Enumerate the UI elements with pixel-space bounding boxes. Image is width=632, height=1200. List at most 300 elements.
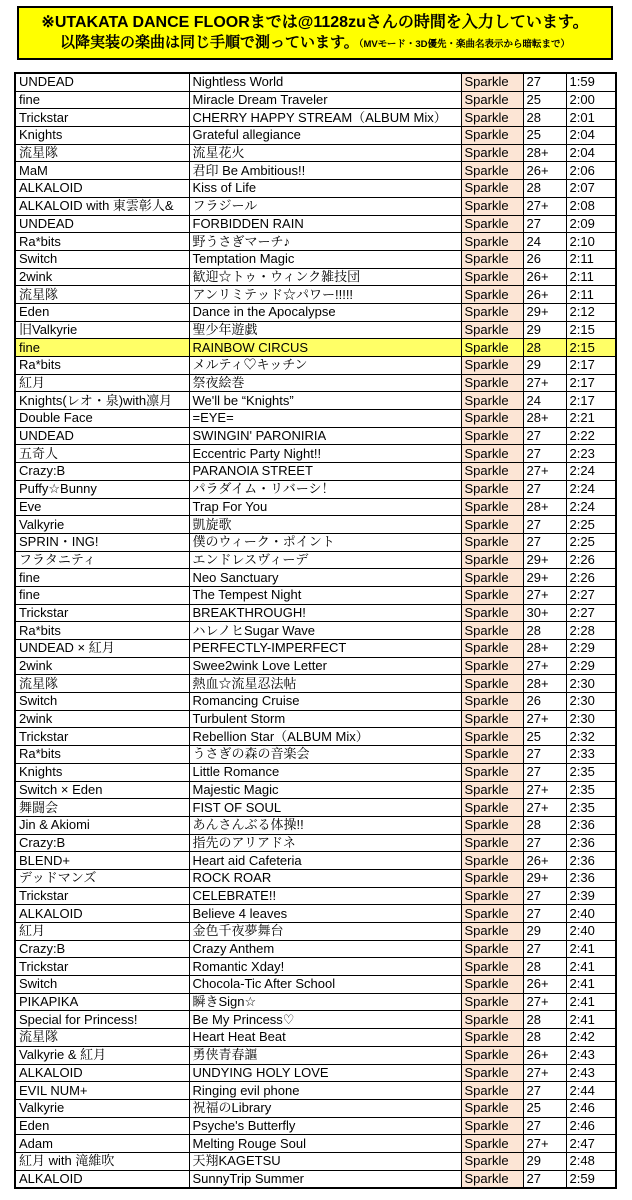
- table-row: [15, 73, 616, 91]
- time-cell: 2:27: [566, 604, 616, 622]
- time-cell: 1:59: [566, 73, 616, 91]
- song-cell: Melting Rouge Soul: [189, 1135, 461, 1153]
- song-cell: メルティ♡キッチン: [189, 357, 461, 375]
- unit-cell: 流星隊: [15, 675, 189, 693]
- unit-cell: Trickstar: [15, 958, 189, 976]
- difficulty-cell: Sparkle: [461, 816, 523, 834]
- song-cell: Nightless World: [189, 73, 461, 91]
- song-cell: Psyche's Butterfly: [189, 1117, 461, 1135]
- unit-cell: UNDEAD × 紅月: [15, 640, 189, 658]
- table-row: [15, 321, 616, 339]
- table-row: [15, 905, 616, 923]
- song-cell: Crazy Anthem: [189, 940, 461, 958]
- table-row: [15, 958, 616, 976]
- difficulty-cell: Sparkle: [461, 268, 523, 286]
- table-row: [15, 586, 616, 604]
- time-cell: 2:25: [566, 533, 616, 551]
- song-cell: PARANOIA STREET: [189, 463, 461, 481]
- time-cell: 2:11: [566, 250, 616, 268]
- time-cell: 2:36: [566, 852, 616, 870]
- time-cell: 2:15: [566, 339, 616, 357]
- song-cell: 歓迎☆トゥ・ウィンク雑技団: [189, 268, 461, 286]
- difficulty-cell: Sparkle: [461, 710, 523, 728]
- table-row: [15, 869, 616, 887]
- level-cell: 27+: [523, 710, 566, 728]
- song-cell: Temptation Magic: [189, 250, 461, 268]
- difficulty-cell: Sparkle: [461, 746, 523, 764]
- table-row: [15, 1064, 616, 1082]
- unit-cell: 五奇人: [15, 445, 189, 463]
- difficulty-cell: Sparkle: [461, 551, 523, 569]
- time-cell: 2:47: [566, 1135, 616, 1153]
- song-cell: 熱血☆流星忍法帖: [189, 675, 461, 693]
- unit-cell: ALKALOID: [15, 905, 189, 923]
- unit-cell: Double Face: [15, 410, 189, 428]
- level-cell: 27: [523, 746, 566, 764]
- level-cell: 29+: [523, 869, 566, 887]
- time-cell: 2:39: [566, 887, 616, 905]
- level-cell: 29+: [523, 303, 566, 321]
- unit-cell: Ra*bits: [15, 233, 189, 251]
- table-row: [15, 197, 616, 215]
- table-row: [15, 976, 616, 994]
- unit-cell: Trickstar: [15, 604, 189, 622]
- song-cell: うさぎの森の音楽会: [189, 746, 461, 764]
- level-cell: 27: [523, 215, 566, 233]
- time-cell: 2:40: [566, 905, 616, 923]
- difficulty-cell: Sparkle: [461, 1099, 523, 1117]
- song-cell: 君印 Be Ambitious!!: [189, 162, 461, 180]
- difficulty-cell: Sparkle: [461, 1170, 523, 1188]
- song-cell: 指先のアリアドネ: [189, 834, 461, 852]
- table-row: [15, 710, 616, 728]
- level-cell: 29: [523, 357, 566, 375]
- level-cell: 28: [523, 180, 566, 198]
- unit-cell: 舞闘会: [15, 799, 189, 817]
- table-row: [15, 887, 616, 905]
- unit-cell: MaM: [15, 162, 189, 180]
- time-cell: 2:17: [566, 374, 616, 392]
- song-cell: Ringing evil phone: [189, 1082, 461, 1100]
- level-cell: 29: [523, 1152, 566, 1170]
- difficulty-cell: Sparkle: [461, 763, 523, 781]
- table-row: [15, 250, 616, 268]
- table-row: [15, 1099, 616, 1117]
- time-cell: 2:36: [566, 834, 616, 852]
- time-cell: 2:41: [566, 976, 616, 994]
- song-cell: Chocola-Tic After School: [189, 976, 461, 994]
- level-cell: 26+: [523, 852, 566, 870]
- time-cell: 2:04: [566, 127, 616, 145]
- table-row: [15, 445, 616, 463]
- time-cell: 2:41: [566, 993, 616, 1011]
- difficulty-cell: Sparkle: [461, 834, 523, 852]
- unit-cell: Switch: [15, 976, 189, 994]
- difficulty-cell: Sparkle: [461, 1029, 523, 1047]
- unit-cell: ALKALOID: [15, 180, 189, 198]
- time-cell: 2:08: [566, 197, 616, 215]
- song-cell: SWINGIN' PARONIRIA: [189, 427, 461, 445]
- difficulty-cell: Sparkle: [461, 958, 523, 976]
- level-cell: 27: [523, 1117, 566, 1135]
- header-banner: [17, 6, 613, 60]
- difficulty-cell: Sparkle: [461, 321, 523, 339]
- song-cell: BREAKTHROUGH!: [189, 604, 461, 622]
- level-cell: 27+: [523, 1135, 566, 1153]
- song-cell: 天翔KAGETSU: [189, 1152, 461, 1170]
- time-cell: 2:12: [566, 303, 616, 321]
- unit-cell: ALKALOID: [15, 1064, 189, 1082]
- time-cell: 2:42: [566, 1029, 616, 1047]
- song-cell: 勇侠青春謳: [189, 1046, 461, 1064]
- song-cell: あんさんぶる体操!!: [189, 816, 461, 834]
- unit-cell: 流星隊: [15, 1029, 189, 1047]
- level-cell: 26+: [523, 976, 566, 994]
- difficulty-cell: Sparkle: [461, 657, 523, 675]
- difficulty-cell: Sparkle: [461, 905, 523, 923]
- unit-cell: ALKALOID: [15, 1170, 189, 1188]
- unit-cell: Switch × Eden: [15, 781, 189, 799]
- difficulty-cell: Sparkle: [461, 869, 523, 887]
- unit-cell: Crazy:B: [15, 940, 189, 958]
- level-cell: 27: [523, 940, 566, 958]
- unit-cell: Crazy:B: [15, 463, 189, 481]
- difficulty-cell: Sparkle: [461, 162, 523, 180]
- table-row: [15, 693, 616, 711]
- difficulty-cell: Sparkle: [461, 728, 523, 746]
- unit-cell: 流星隊: [15, 144, 189, 162]
- unit-cell: Jin & Akiomi: [15, 816, 189, 834]
- song-cell: CHERRY HAPPY STREAM（ALBUM Mix）: [189, 109, 461, 127]
- time-cell: 2:59: [566, 1170, 616, 1188]
- unit-cell: 流星隊: [15, 286, 189, 304]
- unit-cell: Knights(レオ・泉)with凛月: [15, 392, 189, 410]
- time-cell: 2:23: [566, 445, 616, 463]
- time-cell: 2:26: [566, 569, 616, 587]
- time-cell: 2:15: [566, 321, 616, 339]
- unit-cell: fine: [15, 339, 189, 357]
- difficulty-cell: Sparkle: [461, 233, 523, 251]
- song-time-table: [14, 72, 617, 1189]
- song-cell: Swee2wink Love Letter: [189, 657, 461, 675]
- song-cell: ハレノヒSugar Wave: [189, 622, 461, 640]
- song-cell: Heart aid Cafeteria: [189, 852, 461, 870]
- table-row: [15, 1152, 616, 1170]
- table-row: [15, 551, 616, 569]
- unit-cell: Valkyrie & 紅月: [15, 1046, 189, 1064]
- unit-cell: Eden: [15, 1117, 189, 1135]
- time-cell: 2:30: [566, 693, 616, 711]
- level-cell: 27+: [523, 1064, 566, 1082]
- song-cell: Miracle Dream Traveler: [189, 91, 461, 109]
- table-row: [15, 516, 616, 534]
- time-cell: 2:33: [566, 746, 616, 764]
- time-cell: 2:06: [566, 162, 616, 180]
- song-cell: 聖少年遊戯: [189, 321, 461, 339]
- table-row: [15, 286, 616, 304]
- level-cell: 27+: [523, 197, 566, 215]
- difficulty-cell: Sparkle: [461, 940, 523, 958]
- difficulty-cell: Sparkle: [461, 1117, 523, 1135]
- difficulty-cell: Sparkle: [461, 286, 523, 304]
- time-cell: 2:29: [566, 640, 616, 658]
- time-cell: 2:17: [566, 357, 616, 375]
- level-cell: 25: [523, 127, 566, 145]
- level-cell: 29+: [523, 569, 566, 587]
- table-row: [15, 374, 616, 392]
- song-cell: Trap For You: [189, 498, 461, 516]
- time-cell: 2:07: [566, 180, 616, 198]
- song-cell: パラダイム・リバーシ！: [189, 480, 461, 498]
- unit-cell: Trickstar: [15, 109, 189, 127]
- difficulty-cell: Sparkle: [461, 1082, 523, 1100]
- unit-cell: Ra*bits: [15, 746, 189, 764]
- song-cell: 流星花火: [189, 144, 461, 162]
- unit-cell: 2wink: [15, 657, 189, 675]
- difficulty-cell: Sparkle: [461, 73, 523, 91]
- difficulty-cell: Sparkle: [461, 357, 523, 375]
- table-row: [15, 91, 616, 109]
- time-cell: 2:48: [566, 1152, 616, 1170]
- unit-cell: UNDEAD: [15, 427, 189, 445]
- song-cell: Little Romance: [189, 763, 461, 781]
- table-row: [15, 498, 616, 516]
- table-row: [15, 569, 616, 587]
- time-cell: 2:36: [566, 816, 616, 834]
- unit-cell: 旧Valkyrie: [15, 321, 189, 339]
- table-row: [15, 940, 616, 958]
- level-cell: 27: [523, 427, 566, 445]
- level-cell: 25: [523, 728, 566, 746]
- difficulty-cell: Sparkle: [461, 215, 523, 233]
- level-cell: 28+: [523, 675, 566, 693]
- time-cell: 2:40: [566, 923, 616, 941]
- level-cell: 27: [523, 834, 566, 852]
- difficulty-cell: Sparkle: [461, 144, 523, 162]
- level-cell: 26+: [523, 286, 566, 304]
- level-cell: 26: [523, 250, 566, 268]
- table-row: [15, 746, 616, 764]
- difficulty-cell: Sparkle: [461, 250, 523, 268]
- song-cell: Dance in the Apocalypse: [189, 303, 461, 321]
- table-row: [15, 1029, 616, 1047]
- time-cell: 2:41: [566, 1011, 616, 1029]
- table-row: [15, 923, 616, 941]
- song-cell: Eccentric Party Night!!: [189, 445, 461, 463]
- unit-cell: Eve: [15, 498, 189, 516]
- unit-cell: Trickstar: [15, 728, 189, 746]
- time-cell: 2:24: [566, 498, 616, 516]
- level-cell: 25: [523, 1099, 566, 1117]
- song-cell: FIST OF SOUL: [189, 799, 461, 817]
- song-cell: CELEBRATE!!: [189, 887, 461, 905]
- time-cell: 2:30: [566, 675, 616, 693]
- level-cell: 26+: [523, 162, 566, 180]
- difficulty-cell: Sparkle: [461, 339, 523, 357]
- song-cell: 野うさぎマーチ♪: [189, 233, 461, 251]
- difficulty-cell: Sparkle: [461, 127, 523, 145]
- time-cell: 2:36: [566, 869, 616, 887]
- table-row: [15, 604, 616, 622]
- header-line-1: ※UTAKATA DANCE FLOORまでは@1128zuさんの時間を入力しています。: [41, 14, 589, 31]
- level-cell: 27: [523, 763, 566, 781]
- song-cell: FORBIDDEN RAIN: [189, 215, 461, 233]
- difficulty-cell: Sparkle: [461, 923, 523, 941]
- table-row: [15, 480, 616, 498]
- song-cell: RAINBOW CIRCUS: [189, 339, 461, 357]
- unit-cell: フラタニティ: [15, 551, 189, 569]
- difficulty-cell: Sparkle: [461, 799, 523, 817]
- unit-cell: Switch: [15, 250, 189, 268]
- time-cell: 2:43: [566, 1064, 616, 1082]
- difficulty-cell: Sparkle: [461, 197, 523, 215]
- song-cell: The Tempest Night: [189, 586, 461, 604]
- level-cell: 28+: [523, 498, 566, 516]
- unit-cell: Special for Princess!: [15, 1011, 189, 1029]
- song-cell: Rebellion Star（ALBUM Mix）: [189, 728, 461, 746]
- level-cell: 27+: [523, 781, 566, 799]
- difficulty-cell: Sparkle: [461, 392, 523, 410]
- table-row: [15, 1117, 616, 1135]
- level-cell: 29: [523, 321, 566, 339]
- table-row: [15, 640, 616, 658]
- unit-cell: Trickstar: [15, 887, 189, 905]
- level-cell: 28+: [523, 640, 566, 658]
- time-cell: 2:46: [566, 1099, 616, 1117]
- level-cell: 25: [523, 91, 566, 109]
- level-cell: 28: [523, 339, 566, 357]
- level-cell: 27+: [523, 374, 566, 392]
- song-cell: SunnyTrip Summer: [189, 1170, 461, 1188]
- difficulty-cell: Sparkle: [461, 693, 523, 711]
- level-cell: 29+: [523, 551, 566, 569]
- unit-cell: fine: [15, 91, 189, 109]
- level-cell: 26+: [523, 1046, 566, 1064]
- table-row: [15, 1046, 616, 1064]
- time-cell: 2:43: [566, 1046, 616, 1064]
- level-cell: 27: [523, 887, 566, 905]
- time-cell: 2:11: [566, 286, 616, 304]
- table-row: [15, 268, 616, 286]
- difficulty-cell: Sparkle: [461, 445, 523, 463]
- time-cell: 2:35: [566, 799, 616, 817]
- unit-cell: Knights: [15, 763, 189, 781]
- level-cell: 27+: [523, 657, 566, 675]
- song-cell: Be My Princess♡: [189, 1011, 461, 1029]
- time-cell: 2:22: [566, 427, 616, 445]
- song-cell: 祝福のLibrary: [189, 1099, 461, 1117]
- table-row: [15, 1170, 616, 1188]
- table-row: [15, 816, 616, 834]
- time-cell: 2:09: [566, 215, 616, 233]
- difficulty-cell: Sparkle: [461, 91, 523, 109]
- level-cell: 27: [523, 1082, 566, 1100]
- time-cell: 2:21: [566, 410, 616, 428]
- song-cell: Kiss of Life: [189, 180, 461, 198]
- table-row: [15, 799, 616, 817]
- table-row: [15, 728, 616, 746]
- difficulty-cell: Sparkle: [461, 303, 523, 321]
- unit-cell: 2wink: [15, 710, 189, 728]
- song-cell: Believe 4 leaves: [189, 905, 461, 923]
- time-cell: 2:35: [566, 781, 616, 799]
- difficulty-cell: Sparkle: [461, 109, 523, 127]
- time-cell: 2:28: [566, 622, 616, 640]
- unit-cell: ALKALOID with 東雲彰人&: [15, 197, 189, 215]
- song-cell: Grateful allegiance: [189, 127, 461, 145]
- table-row: [15, 1135, 616, 1153]
- song-cell: Romancing Cruise: [189, 693, 461, 711]
- unit-cell: 2wink: [15, 268, 189, 286]
- unit-cell: fine: [15, 569, 189, 587]
- difficulty-cell: Sparkle: [461, 410, 523, 428]
- level-cell: 27: [523, 445, 566, 463]
- table-row: [15, 993, 616, 1011]
- unit-cell: Crazy:B: [15, 834, 189, 852]
- difficulty-cell: Sparkle: [461, 976, 523, 994]
- song-cell: UNDYING HOLY LOVE: [189, 1064, 461, 1082]
- table-row: [15, 622, 616, 640]
- level-cell: 29: [523, 923, 566, 941]
- table-row: [15, 463, 616, 481]
- difficulty-cell: Sparkle: [461, 498, 523, 516]
- difficulty-cell: Sparkle: [461, 374, 523, 392]
- song-cell: Neo Sanctuary: [189, 569, 461, 587]
- unit-cell: デッドマンズ: [15, 869, 189, 887]
- difficulty-cell: Sparkle: [461, 463, 523, 481]
- unit-cell: fine: [15, 586, 189, 604]
- level-cell: 24: [523, 233, 566, 251]
- level-cell: 27: [523, 1170, 566, 1188]
- header-line-2: [19, 33, 611, 55]
- difficulty-cell: Sparkle: [461, 1152, 523, 1170]
- song-cell: 瞬きSign☆: [189, 993, 461, 1011]
- time-cell: 2:27: [566, 586, 616, 604]
- time-cell: 2:32: [566, 728, 616, 746]
- unit-cell: Valkyrie: [15, 1099, 189, 1117]
- time-cell: 2:44: [566, 1082, 616, 1100]
- time-cell: 2:46: [566, 1117, 616, 1135]
- level-cell: 24: [523, 392, 566, 410]
- song-cell: Turbulent Storm: [189, 710, 461, 728]
- level-cell: 28: [523, 1011, 566, 1029]
- time-cell: 2:41: [566, 958, 616, 976]
- song-cell: アンリミテッド☆パワー!!!!!: [189, 286, 461, 304]
- level-cell: 27: [523, 73, 566, 91]
- time-cell: 2:04: [566, 144, 616, 162]
- table-row: [15, 109, 616, 127]
- time-cell: 2:41: [566, 940, 616, 958]
- song-cell: Heart Heat Beat: [189, 1029, 461, 1047]
- level-cell: 28: [523, 109, 566, 127]
- song-cell: =EYE=: [189, 410, 461, 428]
- unit-cell: EVIL NUM+: [15, 1082, 189, 1100]
- table-row: [15, 392, 616, 410]
- level-cell: 28: [523, 958, 566, 976]
- header-line-2-text: 以降実装の楽曲は同じ手順で測っています。: [59, 34, 359, 51]
- time-cell: 2:17: [566, 392, 616, 410]
- level-cell: 27: [523, 516, 566, 534]
- level-cell: 27: [523, 905, 566, 923]
- difficulty-cell: Sparkle: [461, 1046, 523, 1064]
- table-row: [15, 834, 616, 852]
- time-cell: 2:01: [566, 109, 616, 127]
- unit-cell: UNDEAD: [15, 215, 189, 233]
- table-row: [15, 427, 616, 445]
- time-cell: 2:25: [566, 516, 616, 534]
- table-row: [15, 533, 616, 551]
- time-cell: 2:00: [566, 91, 616, 109]
